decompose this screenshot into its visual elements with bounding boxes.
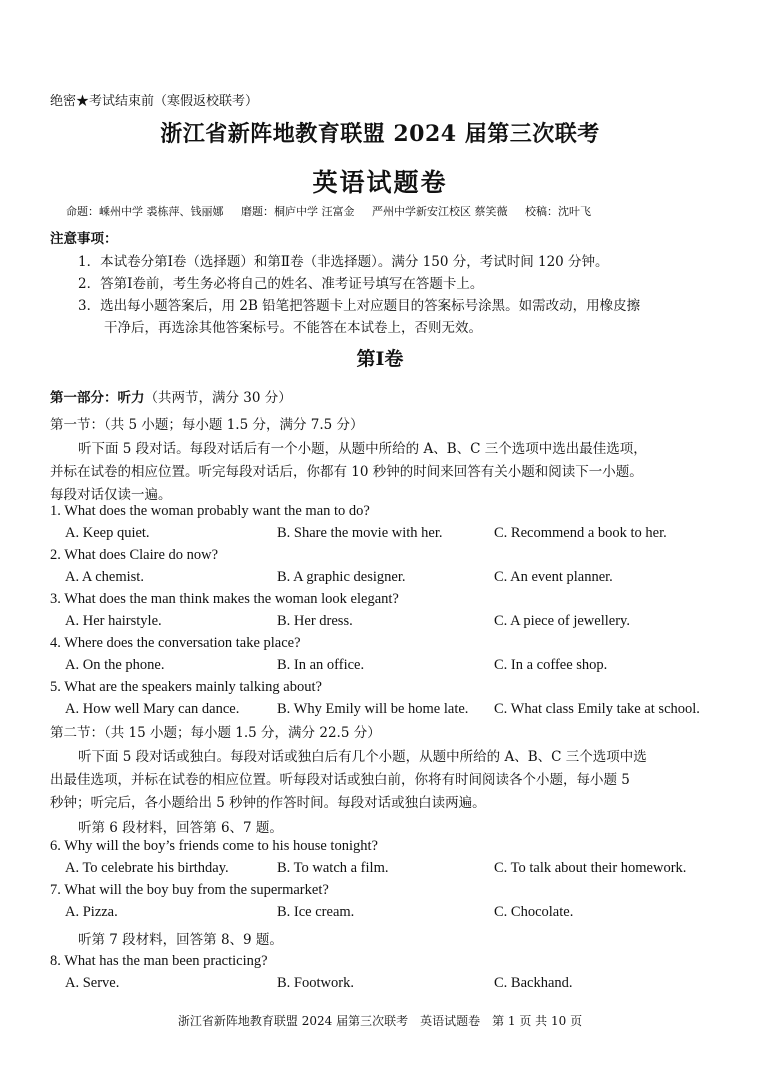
option-a: A. A chemist. bbox=[65, 569, 144, 585]
option-c: C. Backhand. bbox=[494, 975, 573, 991]
option-c: C. What class Emily take at school. bbox=[494, 701, 700, 717]
option-a: A. On the phone. bbox=[65, 657, 165, 673]
notice-item-continued: 干净后，再选涂其他答案标号。不能答在本试卷上，否则无效。 bbox=[104, 320, 482, 336]
option-a: A. Keep quiet. bbox=[65, 525, 150, 541]
volume-title: 第Ⅰ卷 bbox=[356, 348, 404, 370]
option-b: B. Share the movie with her. bbox=[277, 525, 443, 541]
question-stem: 7. What will the boy buy from the supermarket? bbox=[50, 882, 329, 898]
section-one-heading: 第一节：（共 5 小题；每小题 1.5 分，满分 7.5 分） bbox=[50, 417, 364, 433]
option-b: B. In an office. bbox=[277, 657, 365, 673]
paper-subtitle: 英语试题卷 bbox=[312, 168, 448, 197]
exam-title: 浙江省新阵地教育联盟 2024 届第三次联考 bbox=[160, 121, 600, 147]
option-b: B. Why Emily will be home late. bbox=[277, 701, 469, 717]
question-stem: 4. Where does the conversation take place? bbox=[50, 635, 301, 651]
section-two-heading: 第二节：（共 15 小题；每小题 1.5 分，满分 22.5 分） bbox=[50, 725, 381, 741]
question-stem: 1. What does the woman probably want the man to do? bbox=[50, 503, 370, 519]
confidential-label: 绝密★考试结束前（寒假返校联考） bbox=[50, 94, 259, 109]
material-label: 听第 6 段材料，回答第 6、7 题。 bbox=[78, 820, 283, 836]
question-stem: 6. Why will the boy’s friends come to his house tonight? bbox=[50, 838, 378, 854]
option-c: C. A piece of jewellery. bbox=[494, 613, 630, 629]
section-two-instructions: 出最佳选项，并标在试卷的相应位置。听每段对话或独白前，你将有时间阅读各个小题，每小题 5 bbox=[50, 772, 630, 788]
option-b: B. Her dress. bbox=[277, 613, 353, 629]
part-one-note: （共两节，满分 30 分） bbox=[144, 390, 292, 406]
option-a: A. How well Mary can dance. bbox=[65, 701, 240, 717]
author-credits bbox=[66, 203, 605, 219]
question-stem: 5. What are the speakers mainly talking about? bbox=[50, 679, 322, 695]
author-reviewer: 磨题：桐庐中学 汪富金 bbox=[241, 205, 355, 218]
section-one-instructions: 听下面 5 段对话。每段对话后有一个小题，从题中所给的 A、B、C 三个选项中选出最佳选项， bbox=[78, 441, 647, 457]
option-a: A. Her hairstyle. bbox=[65, 613, 162, 629]
notice-item: 2．答第Ⅰ卷前，考生务必将自己的姓名、准考证号填写在答题卡上。 bbox=[78, 276, 484, 292]
part-one-label: 第一部分：听力 bbox=[50, 390, 145, 406]
option-b: B. A graphic designer. bbox=[277, 569, 406, 585]
option-c: C. To talk about their homework. bbox=[494, 860, 687, 876]
option-b: B. Ice cream. bbox=[277, 904, 355, 920]
notice-heading: 注意事项： bbox=[50, 231, 118, 247]
author-proposer: 命题：嵊州中学 裘栋萍、钱丽娜 bbox=[66, 205, 224, 218]
question-stem: 2. What does Claire do now? bbox=[50, 547, 219, 563]
material-label: 听第 7 段材料，回答第 8、9 题。 bbox=[78, 932, 283, 948]
option-b: B. Footwork. bbox=[277, 975, 354, 991]
notice-item: 3．选出每小题答案后，用 2B 铅笔把答题卡上对应题目的答案标号涂黑。如需改动，用橡皮擦 bbox=[78, 298, 641, 314]
option-a: A. To celebrate his birthday. bbox=[65, 860, 229, 876]
section-one-instructions: 并标在试卷的相应位置。听完每段对话后，你都有 10 秒钟的时间来回答有关小题和阅读下一小题。 bbox=[50, 464, 643, 480]
part-one-heading bbox=[50, 386, 292, 406]
section-one-instructions: 每段对话仅读一遍。 bbox=[50, 487, 172, 503]
notice-item: 1．本试卷分第Ⅰ卷（选择题）和第Ⅱ卷（非选择题）。满分 150 分，考试时间 120 分钟。 bbox=[78, 254, 609, 270]
section-two-instructions: 听下面 5 段对话或独白。每段对话或独白后有几个小题，从题中所给的 A、B、C 三个选项中选 bbox=[78, 749, 647, 765]
option-a: A. Pizza. bbox=[65, 904, 118, 920]
question-stem: 3. What does the man think makes the woman look elegant? bbox=[50, 591, 399, 607]
option-c: C. An event planner. bbox=[494, 569, 613, 585]
option-c: C. Chocolate. bbox=[494, 904, 574, 920]
author-proofreader: 校稿：沈叶飞 bbox=[525, 205, 591, 218]
author-reviewer-2: 严州中学新安江校区 蔡笑薇 bbox=[372, 205, 508, 218]
section-two-instructions: 秒钟；听完后，各小题给出 5 秒钟的作答时间。每段对话或独白读两遍。 bbox=[50, 795, 486, 811]
question-stem: 8. What has the man been practicing? bbox=[50, 953, 268, 969]
page-footer: 浙江省新阵地教育联盟 2024 届第三次联考 英语试题卷 第 1 页 共 10 页 bbox=[177, 1014, 583, 1028]
option-c: C. In a coffee shop. bbox=[494, 657, 608, 673]
option-c: C. Recommend a book to her. bbox=[494, 525, 667, 541]
option-a: A. Serve. bbox=[65, 975, 120, 991]
option-b: B. To watch a film. bbox=[277, 860, 389, 876]
